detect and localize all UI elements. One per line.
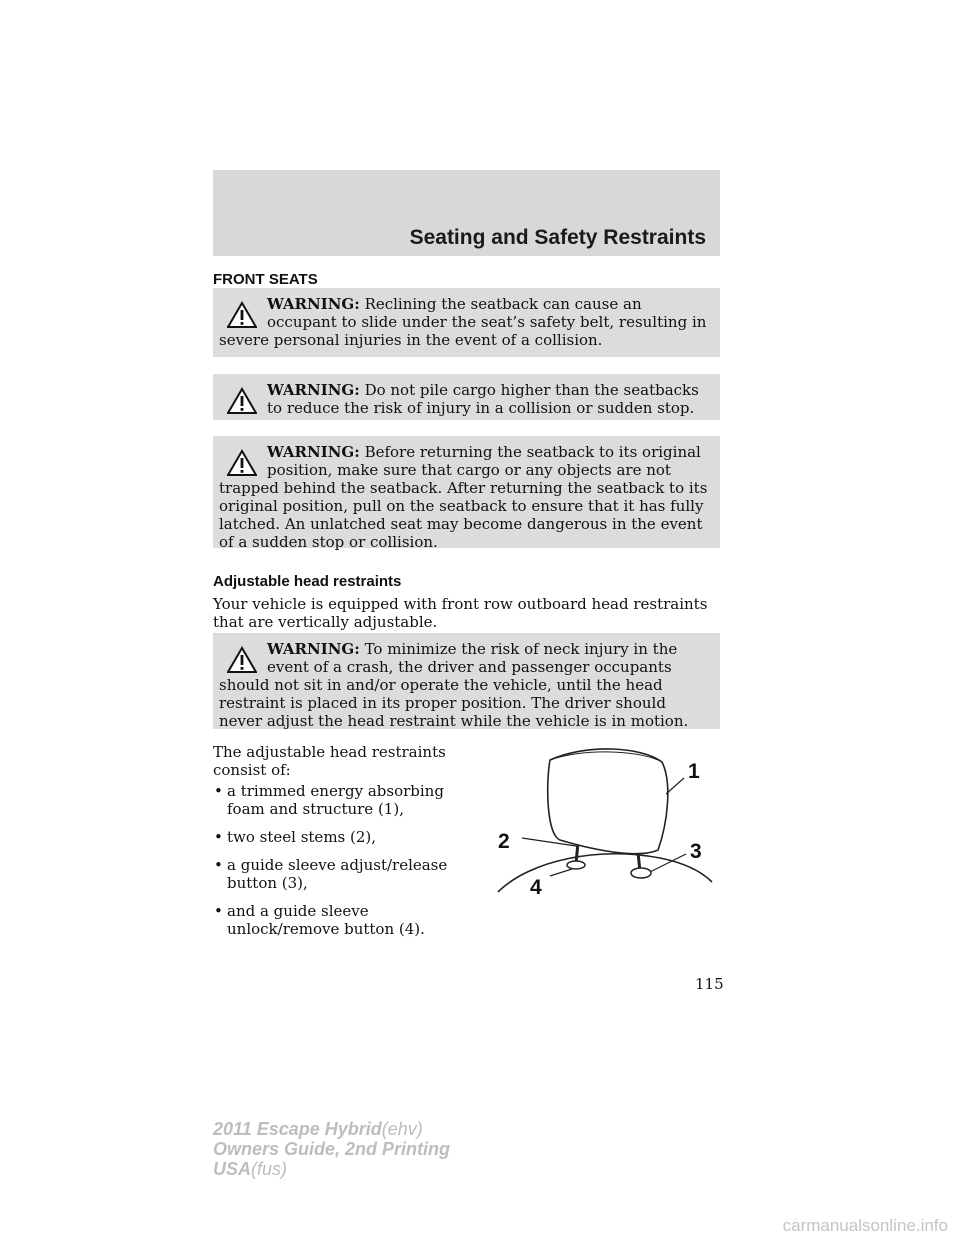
leader-line-1 xyxy=(666,778,684,794)
list-item xyxy=(213,782,473,818)
list-item xyxy=(213,902,473,938)
warning-lead: WARNING: xyxy=(267,381,360,399)
warning-lead: WARNING: xyxy=(267,640,360,658)
warning-box-3 xyxy=(213,436,720,551)
footer-printing: Owners Guide, 2nd Printing xyxy=(213,1139,451,1159)
list-item-text: and a guide sleeve unlock/remove button (4). xyxy=(227,902,425,938)
section-title: FRONT SEATS xyxy=(213,271,318,288)
intro-paragraph: Your vehicle is equipped with front row outboard head restraints that are vertically adjustable. xyxy=(213,595,708,631)
footer-edition-info xyxy=(213,1119,450,1179)
chapter-title: Seating and Safety Restraints xyxy=(409,226,706,249)
list-item xyxy=(213,856,473,892)
warning-text: Do not pile cargo higher than the seatbacks to reduce the risk of injury in a collision or sudden stop. xyxy=(267,381,699,417)
guide-sleeve-adjust-release-button xyxy=(631,868,651,878)
footer-market-code: (fus) xyxy=(251,1159,288,1179)
bullet: • xyxy=(214,902,223,920)
footer-market: USA xyxy=(213,1159,252,1179)
bullet: • xyxy=(214,856,223,874)
footer-model-code: (ehv) xyxy=(381,1119,423,1139)
callout-label-3: 3 xyxy=(690,840,702,863)
callout-label-1: 1 xyxy=(688,760,700,783)
warning-lead: WARNING: xyxy=(267,295,360,313)
bullet: • xyxy=(214,782,223,800)
warning-box-4 xyxy=(213,633,720,729)
warning-box-1 xyxy=(213,288,720,357)
head-restraint-foam xyxy=(548,749,668,854)
footer-model: 2011 Escape Hybrid xyxy=(213,1119,382,1139)
page-number: 115 xyxy=(695,975,724,993)
warning-box-2 xyxy=(213,374,720,420)
bullet: • xyxy=(214,828,223,846)
list-item-text: two steel stems (2), xyxy=(227,828,377,846)
site-watermark: carmanualsonline.info xyxy=(782,1216,948,1235)
warning-text: To minimize the risk of neck injury in the event of a crash, the driver and passenger occupants should not sit in and/or operate the vehicle, until the head restraint is placed in its proper position. The driver should never adjust the head restraint while the vehicle is in motion. xyxy=(219,640,689,730)
header-band xyxy=(213,170,720,256)
guide-sleeve-unlock-remove-button xyxy=(567,861,585,869)
warning-triangle-icon xyxy=(227,387,257,415)
callout-label-4: 4 xyxy=(530,876,542,899)
warning-lead: WARNING: xyxy=(267,443,360,461)
warning-triangle-icon xyxy=(227,449,257,477)
callout-label-2: 2 xyxy=(498,830,510,853)
list-item-text: a guide sleeve adjust/release button (3), xyxy=(227,856,448,892)
list-item xyxy=(213,828,473,846)
list-item-text: a trimmed energy absorbing foam and structure (1), xyxy=(227,782,444,818)
subsection-title: Adjustable head restraints xyxy=(213,573,402,590)
leader-line-4 xyxy=(550,869,572,876)
warning-text: Reclining the seatback can cause an occupant to slide under the seat’s safety belt, resulting in severe personal injuries in the event of a collision. xyxy=(219,295,707,349)
warning-text: Before returning the seatback to its original position, make sure that cargo or any objects are not trapped behind the seatback. After returning the seatback to its original position, pull on the seatback to ensure that it has fully latched. An unlatched seat may become dangerous in the event of a sudden stop or collision. xyxy=(219,443,708,551)
warning-triangle-icon xyxy=(227,301,257,329)
warning-triangle-icon xyxy=(227,646,257,674)
head-restraint-illustration xyxy=(490,742,720,912)
component-list xyxy=(213,782,473,948)
consist-intro: The adjustable head restraints consist of: xyxy=(213,743,446,779)
